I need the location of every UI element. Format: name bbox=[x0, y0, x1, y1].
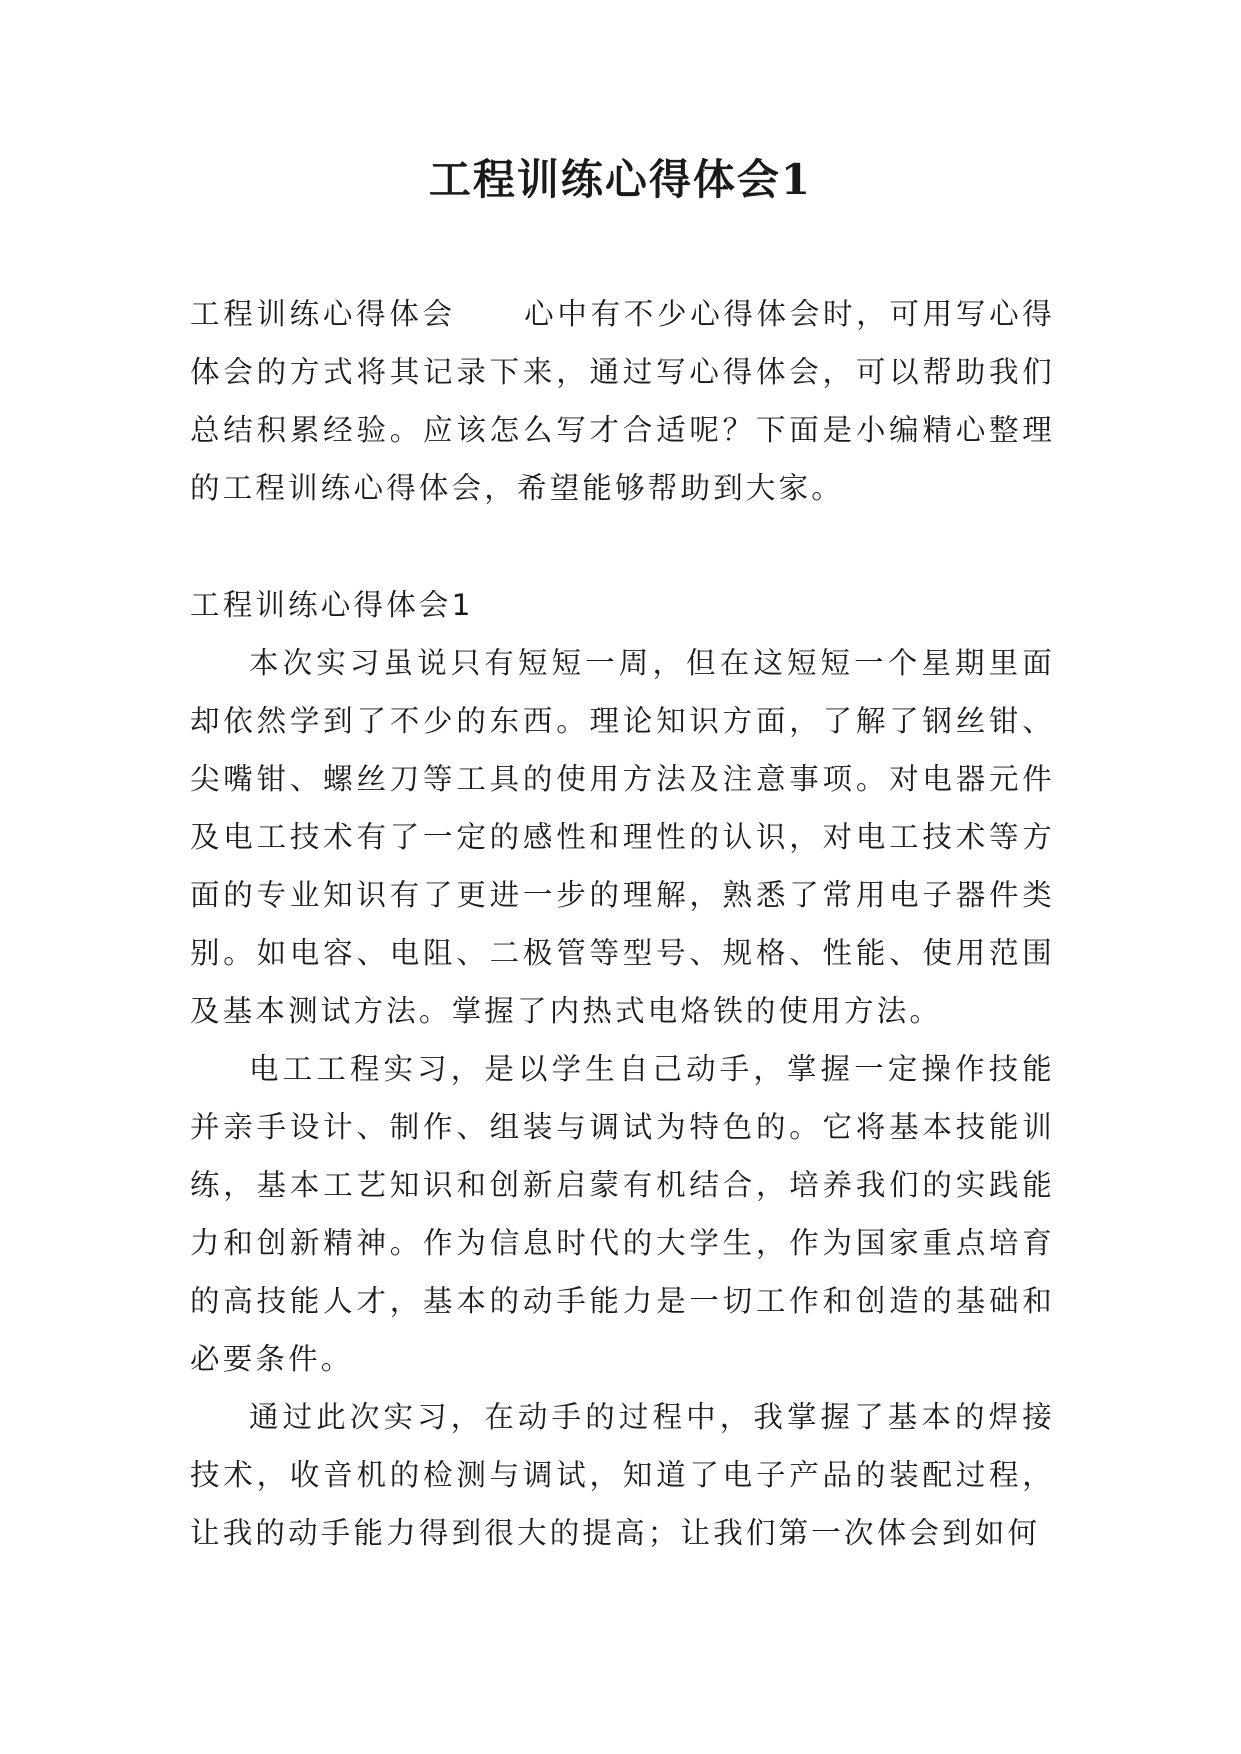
section-heading: 工程训练心得体会1 bbox=[190, 588, 474, 622]
document-title: 工程训练心得体会1 bbox=[428, 155, 813, 204]
intro-lead: 工程训练心得体会 bbox=[190, 297, 456, 331]
intro-text: 心中有不少心得体会时，可用写心得体会的方式将其记录下来，通过写心得体会，可以帮助我们总结积累经验。应该怎么写才合适呢？下面是小编精心整理的工程训练心得体会，希望能够帮助到大家。 bbox=[190, 297, 1055, 505]
section-block bbox=[190, 576, 1055, 1562]
section-paragraph: 电工工程实习，是以学生自己动手，掌握一定操作技能并亲手设计、制作、组装与调试为特色的。它将基本技能训练，基本工艺知识和创新启蒙有机结合，培养我们的实践能力和创新精神。作为信息时代的大学生，作为国家重点培育的高技能人才，基本的动手能力是一切工作和创造的基础和必要条件。 bbox=[190, 1052, 1055, 1376]
intro-block bbox=[190, 285, 1055, 517]
section-paragraph: 本次实习虽说只有短短一周，但在这短短一个星期里面却依然学到了不少的东西。理论知识方面，了解了钢丝钳、尖嘴钳、螺丝刀等工具的使用方法及注意事项。对电器元件及电工技术有了一定的感性和理性的认识，对电工技术等方面的专业知识有了更进一步的理解，熟悉了常用电子器件类别。如电容、电阻、二极管等型号、规格、性能、使用范围及基本测试方法。掌握了内热式电烙铁的使用方法。 bbox=[190, 646, 1055, 1028]
section-paragraph: 通过此次实习，在动手的过程中，我掌握了基本的焊接技术，收音机的检测与调试，知道了电子产品的装配过程，让我的动手能力得到很大的提高；让我们第一次体会到如何 bbox=[190, 1400, 1055, 1550]
intro-paragraph bbox=[190, 285, 1055, 517]
